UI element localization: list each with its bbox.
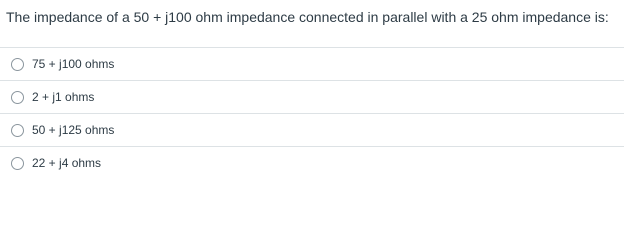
answer-option-4[interactable] (0, 146, 624, 179)
answer-label: 22 + j4 ohms (32, 156, 102, 170)
answer-option-3[interactable] (0, 113, 624, 146)
radio-button[interactable] (11, 91, 24, 104)
answer-label: 2 + j1 ohms (32, 90, 95, 104)
answer-option-1[interactable] (0, 47, 624, 80)
answer-label: 50 + j125 ohms (32, 123, 115, 137)
question-text: The impedance of a 50 + j100 ohm impedance connected in parallel with a 25 ohm impedance is: (6, 9, 609, 25)
answer-option-2[interactable] (0, 80, 624, 113)
radio-button[interactable] (11, 58, 24, 71)
answer-list (0, 47, 624, 179)
radio-button[interactable] (11, 157, 24, 170)
radio-button[interactable] (11, 124, 24, 137)
answer-label: 75 + j100 ohms (32, 57, 115, 71)
